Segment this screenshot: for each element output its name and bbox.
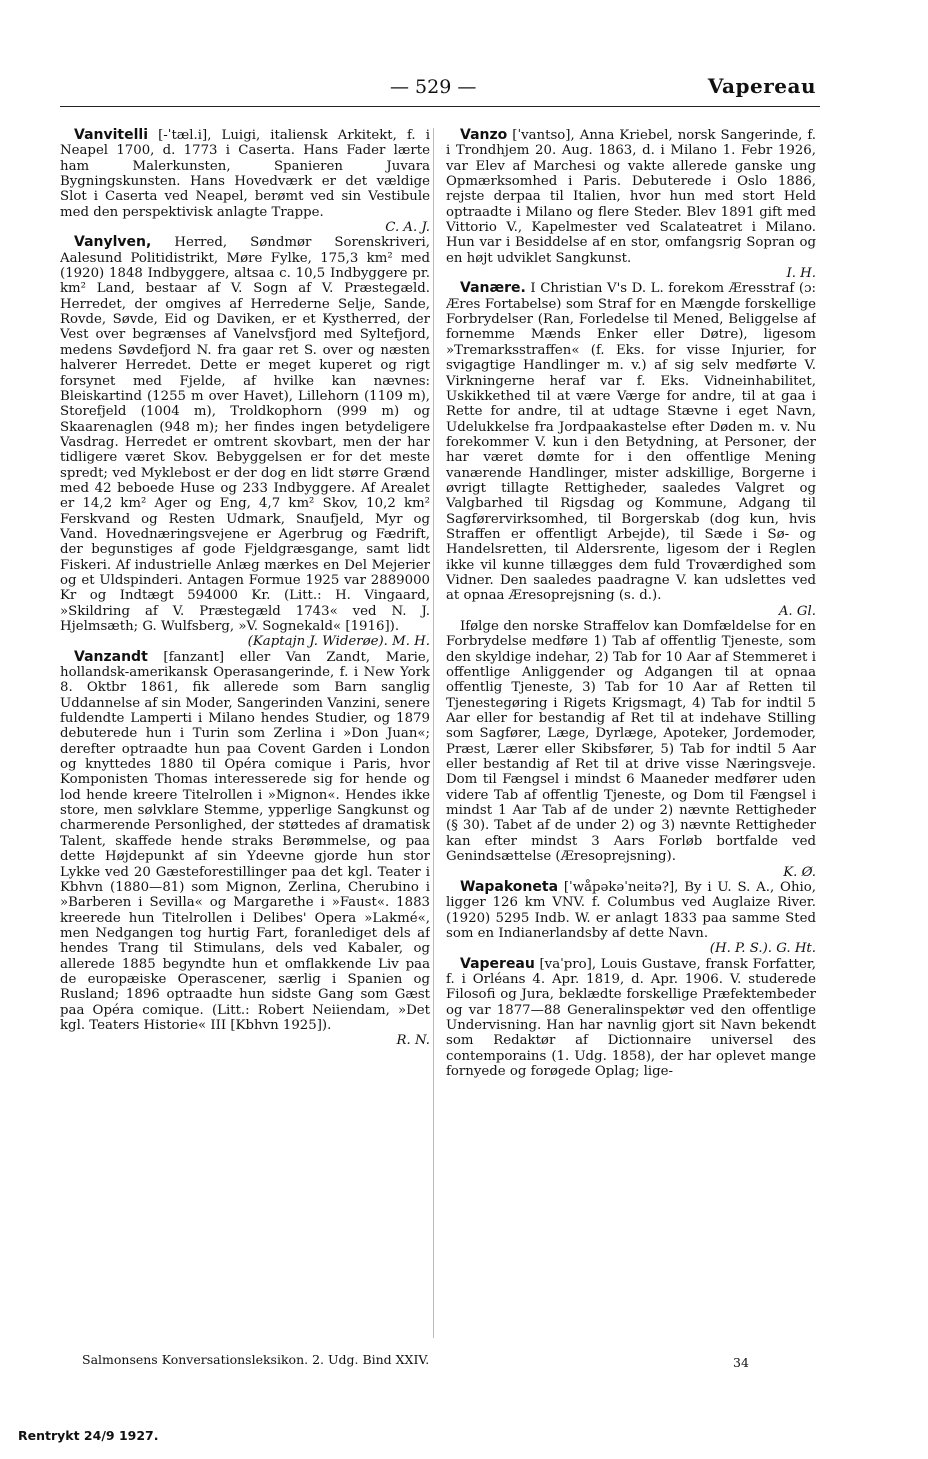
entry-vanzo [446, 128, 816, 281]
entry-text: [fanzant] eller Van Zandt, Marie, hollandsk-amerikansk Operasangerinde, f. i New York 8. Oktbr 1861, fik allerede som Barn sanglig Uddannelse af sin Moder, Sangerinden Vanzini, senere fuldendte Lamperti i Milano hendes Studier, og 1879 debuterede hun i Turin som Zerlina i »Don Juan«; derefter optraadte hun paa Covent Garden i London og knyttedes 1880 til Opéra comique i Paris, hvor Komponisten Thomas interesserede sig for hende og lod hende kreere Titelrollen i »Mignon«. Hendes ikke store, men sølvklare Stemme, ypperlige Sangkunst og charmerende Personlighed, der støttedes af dramatisk Talent, skaffede hende straks Berømmelse, og paa dette Højdepunkt af sin Ydeevne gjorde hun stor Lykke ved 20 Gæsteforestillinger paa det kgl. Teater i Kbhvn (1880—81) som Mignon, Zerlina, Cherubino i »Barberen i Sevilla« og Margarethe i »Faust«. 1883 kreerede hun Titelrollen i Delibes' Opera »Lakmé«, men Nedgangen tog hurtig Fart, foranlediget dels af hendes Trang til Stimulans, dels ved Kabaler, og allerede 1885 begyndte hun et omflakkende Liv paa de europæiske Operascener, særlig i Spanien og Rusland; 1896 optraadte hun sidste Gang som Gæst paa Opéra comique. (Litt.: Robert Neiiendam, »Det kgl. Teaters Historie« III [Kbhvn 1925]). [60, 649, 430, 1033]
headword: Vapereau [460, 955, 535, 972]
entry-text: [ˈwåpəkəˈneitə?], By i U. S. A., Ohio, ligger 126 km VNV. f. Columbus ved Auglaize River. (1920) 5295 Indb. W. er anlagt 1833 paa samme Sted som en Indianerlandsby af dette Navn. [446, 879, 816, 941]
headword: Vanvitelli [74, 128, 148, 143]
headword: Vanzandt [74, 648, 148, 665]
entry-signature: C. A. J. [385, 220, 430, 236]
entry-text: Ifølge den norske Straffelov kan Domfældelse for en Forbrydelse medføre 1) Tab af offentlig Tjeneste, som den skyldige indehar, 2) Tab for 10 Aar af Stemmeret i offentlige Anliggender og Adgangen til at opnaa offentlig Tjeneste, 3) Tab for 10 Aar af Retten til Tjenestegøring i Rigets Krigsmagt, 4) Tab for indtil 5 Aar eller for bestandig af Ret til at indehave Stilling som Sagfører, Læge, Dyrlæge, Apoteker, Jordemoder, Præst, Lærer eller Skibsfører, 5) Tab for indtil 5 Aar eller bestandig af Ret til at drive visse Næringsveje. Dom til Fængsel i mindst 6 Maaneder medfører uden videre Tab af offentlig Tjeneste, og Dom til Fængsel i mindst 1 Aar Tab af de under 2) nævnte Rettigheder (§ 30). Tabet af de under 2) og 3) nævnte Rettigheder kan efter mindst 3 Aars Forløb bortfalde ved Genindsættelse (Æresoprejsning). [446, 619, 816, 865]
header-rule [60, 106, 820, 107]
entry-vanaere [446, 281, 816, 619]
entry-text: [-ˈtæl.i], Luigi, italiensk Arkitekt, f. i Neapel 1700, d. 1773 i Caserta. Hans Fader lærte ham Malerkunsten, Spanieren Juvara Bygningskunsten. Hans Hovedværk er det vældige Slot i Caserta ved Neapel, berømt ved sin Vestibule med den perspektivisk anlagte Trappe. [60, 128, 430, 220]
headword: Wapakoneta [460, 878, 559, 895]
entry-text: [vaˈpro], Louis Gustave, fransk Forfatter, f. i Orléans 4. Apr. 1819, d. Apr. 1906. V. studerede Filosofi og Jura, beklædte forskellige Præfektembeder og var 1877—88 Generalinspektør ved den offentlige Undervisning. Han har navnlig gjort sit Navn bekendt som Redaktør af Dictionnaire universel des contemporains (1. Udg. 1858), der har oplevet mange fornyede og forøgede Oplag; lige- [446, 956, 816, 1079]
entry-signature: K. Ø. [783, 864, 816, 880]
entry-text: [ˈvantso], Anna Kriebel, norsk Sangerinde, f. i Trondhjem 20. Aug. 1863, d. i Milano 1. Febr 1926, var Elev af Marchesi og vakte allerede ganske ung Opmærksomhed i Paris. Debuterede i Oslo 1886, rejste derpaa til Italien, hvor hun med stort Held optraadte i Milano og flere Steder. Blev 1891 gift med Vittorio V., Kapelmester ved Scalateatret i Milano. Hun var i Besiddelse af en stor, omfangsrig Sopran og en højt udviklet Sangkunst. [446, 128, 816, 266]
entry-signature: A. Gl. [778, 603, 816, 619]
left-column [60, 128, 430, 1338]
publication-footer: Salmonsens Konversationsleksikon. 2. Udg. Bind XXIV. [82, 1352, 430, 1367]
headword: Vanzo [460, 128, 508, 143]
right-column [446, 128, 816, 1358]
entry-wapakoneta [446, 880, 816, 957]
running-head: Vapereau [707, 74, 816, 98]
entry-vanvitelli [60, 128, 430, 235]
entry-vanylven [60, 235, 430, 649]
headword: Vanære. [460, 280, 526, 297]
entry-text: Herred, Søndmør Sorenskriveri, Aalesund Politidistrikt, Møre Fylke, 175,3 km² med (1920) 1848 Indbyggere, altsaa c. 10,5 Indbyggere pr. km² Land, bestaar af V. Sogn af V. Præstegæld. Herredet, der omgives af Herrederne Selje, Sande, Rovde, Søvde, Eid og Daviken, er et Kystherred, der Vest over begrænses af Vanelvsfjord med Syltefjord, medens Søvdefjord N. fra gaar ret S. over og næsten halverer Herredet. Dette er meget kuperet og rigt forsynet med Fjelde, af hvilke kan nævnes: Bleiskartind (1255 m over Havet), Lillehorn (1109 m), Storefjeld (1004 m), Troldkophorn (999 m) og Skaarenaglen (948 m); her findes ingen betydeligere Vasdrag. Herredet er omtrent skovbart, men der har tidligere været Skov. Bebyggelsen er for det meste spredt; ved Myklebost er der dog en lidt større Grænd med 42 beboede Huse og 233 Indbyggere. Af Arealet er 14,2 km² Ager og Eng, 4,7 km² Skov, 10,2 km² Ferskvand og Resten Udmark, Snaufjeld, Myr og Vand. Hovednæringsvejene er Agerbrug og Fædrift, der begunstiges af gode Fjeldgræsgange, samt lidt Fiskeri. Af industrielle Anlæg mærkes en Del Mejerier og et Uldspinderi. Antagen Formue 1925 var 2889000 Kr og Indtægt 594000 Kr. (Litt.: H. Vingaard, »Skildring af V. Præstegæld 1743« ved N. J. Hjelmsæth; G. Wulfsberg, »V. Sognekald« [1916]). [60, 235, 430, 634]
entry-vapereau [446, 957, 816, 1080]
entry-vanzandt [60, 650, 430, 1049]
page-header [60, 74, 820, 104]
column-divider [433, 128, 434, 1338]
headword: Vanylven, [74, 234, 152, 251]
entry-signature: I. H. [786, 266, 816, 282]
sheet-number: 34 [733, 1355, 749, 1370]
page-number: — 529 — [390, 76, 477, 98]
reprint-note: Rentrykt 24/9 1927. [18, 1428, 159, 1443]
entry-text: I Christian V's D. L. forekom Æresstraf (ɔ: Æres Fortabelse) som Straf for en Mængde forskellige Forbrydelser (Ran, Forledelse til Mened, Beliggelse af fornemme Mænds Enker eller Døtre), ligesom »Tremarksstraffen« (f. Eks. for visse Injurier, for svigagtige Handlinger m. v.) af sig selv medførte V. Virkningerne heraf var f. Eks. Vidneinhabilitet, Uskikkethed til at være Værge for andre, til at gaa i Rette for andre, til at udtage Stævne i eget Navn, Udelukkelse fra Jordpaakastelse efter Døden m. v. Nu forekommer V. kun i den Betydning, at Personer, der har været dømte for i den offentlige Mening vanærende Handlinger, mister adskillige, Borgerne i øvrigt tillagte Rettigheder, saaledes Valgret og Valgbarhed til Rigsdag og Kommune, Adgang til Sagførervirksomhed, til Borgerskab (dog kun, hvis Straffen er offentligt Arbejde), til Sæde i Sø- og Handelsretten, til Aldersrente, ligesom der i Reglen ikke vil kunne tillægges dem fuld Troværdighed som Vidner. Den saaledes paadragne V. kan udslettes ved at opnaa Æresoprejsning (s. d.). [446, 281, 816, 604]
entry-signature: (Kaptajn J. Widerøe). M. H. [247, 634, 430, 650]
entry-vanaere-norway [446, 619, 816, 880]
entry-signature: R. N. [396, 1033, 430, 1049]
entry-signature: (H. P. S.). G. Ht. [709, 941, 816, 957]
